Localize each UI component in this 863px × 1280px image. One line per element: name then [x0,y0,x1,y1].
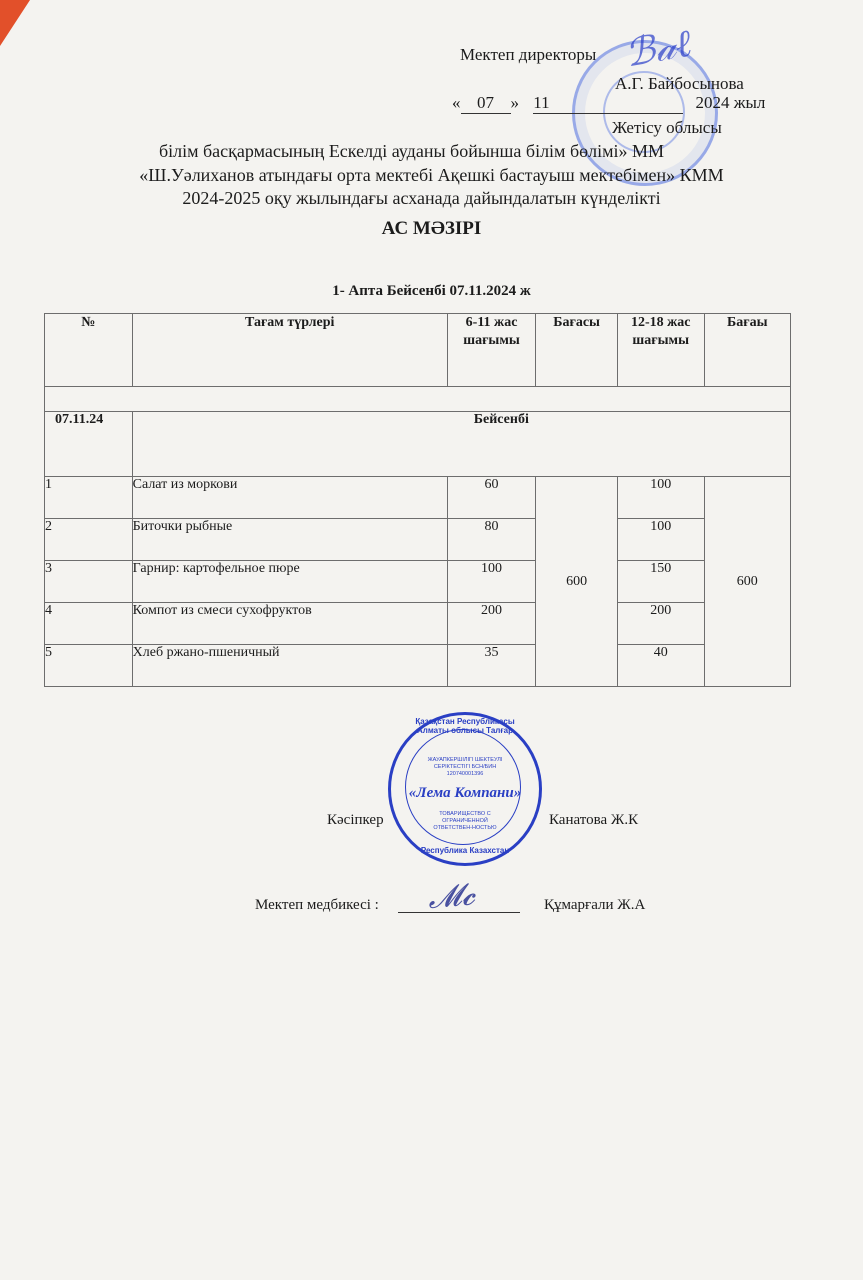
portion-12-18: 40 [617,645,704,687]
portion-6-11: 35 [447,645,536,687]
company-stamp [388,712,542,866]
portion-12-18: 100 [617,519,704,561]
approval-date-year: 2024 жыл [695,93,766,112]
row-number: 5 [45,645,133,687]
row-number: 4 [45,603,133,645]
stamp-company-name: «Лема Компани» [408,785,522,801]
menu-date: 07.11.24 [45,412,133,477]
portion-12-18: 150 [617,561,704,603]
column-header-portion-12-18: 12-18 жас шағымы [617,314,704,387]
dish-name: Хлеб ржано-пшеничный [132,645,447,687]
portion-6-11: 60 [447,477,536,519]
page-corner-mark [0,0,30,46]
portion-12-18: 200 [617,603,704,645]
entrepreneur-name: Канатова Ж.К [549,812,639,828]
approval-region: Жетісу облысы [612,118,722,137]
stamp-bottom-text: Республика Казахстан [420,846,510,855]
stamp-small-text: ЖАУАПКЕРШІЛІГІ ШЕКТЕУЛІ СЕРІКТЕСТІГІ БСН/БИН 120740001396 [427,757,503,777]
header-line-2: «Ш.Уәлиханов атындағы орта мектебі Ақешкі бастауыш мектебімен» КММ [139,165,724,185]
entrepreneur-label: Кәсіпкер [327,812,384,828]
stamp-top-text: Қазақстан Республикасы Алматы облысы Талғар [415,717,515,735]
table-spacer-row [45,387,791,412]
nurse-label: Мектеп медбикесі : [255,897,379,913]
approval-date-month: 11 [533,93,683,114]
dish-name: Компот из смеси сухофруктов [132,603,447,645]
table-row [45,477,791,519]
dish-name: Салат из моркови [132,477,447,519]
column-header-dish: Тағам түрлері [132,314,447,387]
portion-6-11: 80 [447,519,536,561]
portion-6-11: 100 [447,561,536,603]
nurse-name: Құмарғали Ж.А [544,897,646,913]
column-header-price-12-18: Бағаы [704,314,790,387]
dish-name: Биточки рыбные [132,519,447,561]
approval-date-day: 07 [461,93,511,114]
row-number: 3 [45,561,133,603]
row-number: 1 [45,477,133,519]
table-header-row [45,314,791,387]
approval-date: « 07 » 11 2024 жыл [452,93,766,112]
director-signature: ℬ𝒶ℓ [621,22,695,76]
page-title: АС МӘЗІРІ [381,218,482,239]
header-line-3: 2024-2025 оқу жылындағы асханада дайындалатын күнделікті [182,188,661,208]
table-row [45,561,791,603]
table-row [45,645,791,687]
week-label: 1- Апта Бейсенбі 07.11.2024 ж [332,283,531,299]
menu-day: Бейсенбі [132,412,790,477]
stamp-small-text-2: ТОВАРИЩЕСТВО С ОГРАНИЧЕННОЙ ОТВЕТСТВЕН-НОСТЬЮ [433,811,497,831]
column-header-number: № [45,314,133,387]
column-header-portion-6-11: 6-11 жас шағымы [447,314,536,387]
price-6-11: 600 [536,477,618,687]
column-header-price-6-11: Бағасы [536,314,618,387]
director-name: А.Г. Байбосынова [615,74,744,93]
table-day-row [45,412,791,477]
dish-name: Гарнир: картофельное пюре [132,561,447,603]
portion-12-18: 100 [617,477,704,519]
header-line-1: білім басқармасының Ескелді ауданы бойынша білім бөлімі» ММ [158,141,664,161]
menu-table [44,313,791,687]
price-12-18: 600 [704,477,790,687]
portion-6-11: 200 [447,603,536,645]
approval-title: Мектеп директоры [460,45,597,64]
table-row [45,603,791,645]
row-number: 2 [45,519,133,561]
nurse-signature: 𝓜𝓬 [426,878,477,915]
table-row [45,519,791,561]
